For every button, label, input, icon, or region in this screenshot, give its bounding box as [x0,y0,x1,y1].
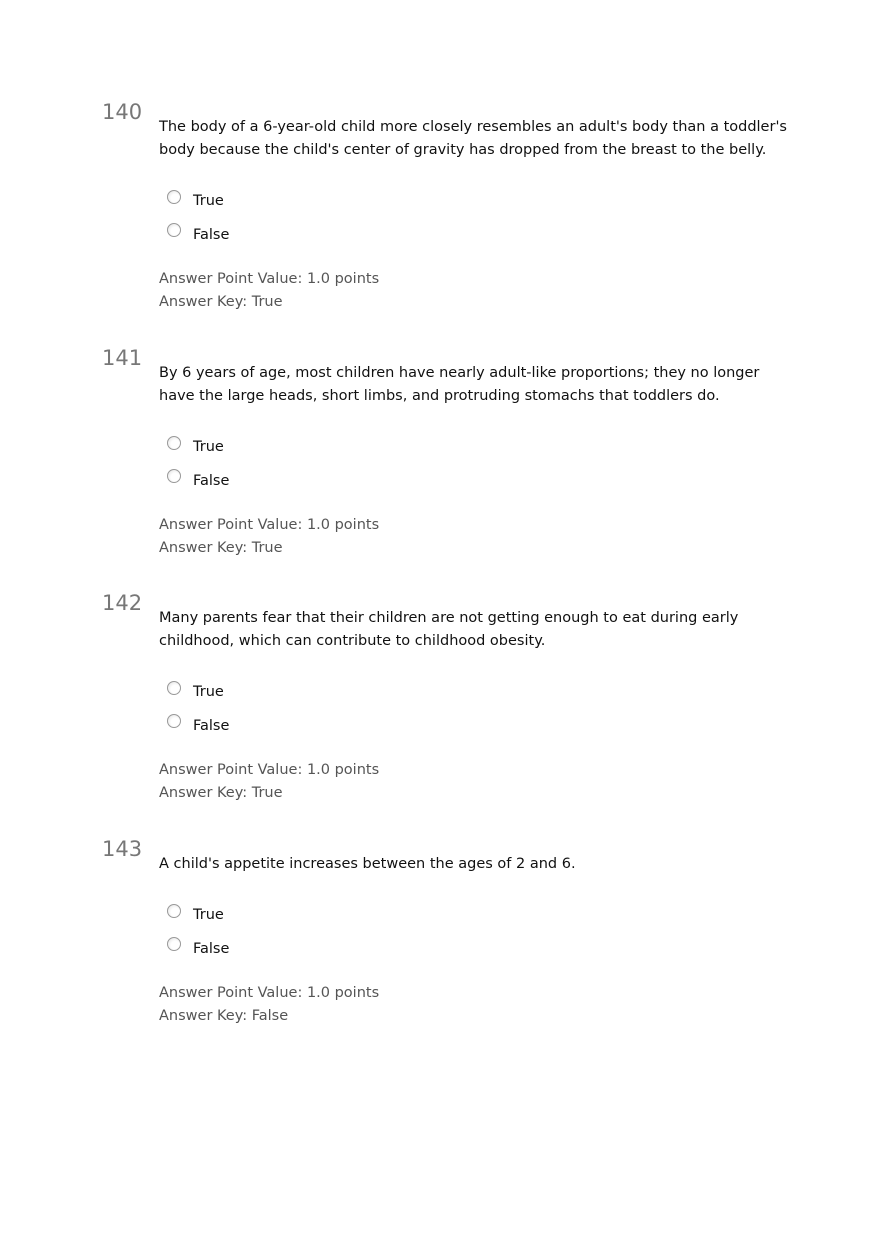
answer-key: Answer Key: True [159,294,283,310]
option-true[interactable] [167,899,799,933]
radio-button[interactable] [167,436,181,450]
option-label: True [193,193,224,210]
option-label: False [193,226,230,243]
point-value: Answer Point Value: 1.0 points [159,985,380,1001]
option-false[interactable] [167,710,799,744]
point-value: Answer Point Value: 1.0 points [159,762,380,778]
option-label: False [193,472,230,489]
option-false[interactable] [167,219,799,253]
question-number: 142 [102,591,143,615]
question-number: 143 [102,837,143,861]
option-true[interactable] [167,676,799,710]
option-true[interactable] [167,431,799,465]
option-label: True [193,439,224,456]
question-number: 140 [102,100,143,124]
option-false[interactable] [167,465,799,499]
radio-button[interactable] [167,223,181,237]
option-label: True [193,907,224,924]
radio-button[interactable] [167,937,181,951]
point-value: Answer Point Value: 1.0 points [159,271,380,287]
option-false[interactable] [167,933,799,967]
question-number: 141 [102,346,143,370]
option-true[interactable] [167,185,799,219]
radio-button[interactable] [167,714,181,728]
option-label: False [193,717,230,734]
answer-key: Answer Key: True [159,540,283,556]
radio-button[interactable] [167,190,181,204]
radio-button[interactable] [167,681,181,695]
option-label: False [193,940,230,957]
question-text: By 6 years of age, most children have nearly adult-like proportions; they no longer have the large heads, short limbs, and protruding stomachs that toddlers do. [159,365,760,404]
answer-key: Answer Key: False [159,1008,289,1024]
point-value: Answer Point Value: 1.0 points [159,517,380,533]
question-text: Many parents fear that their children are not getting enough to eat during early childhood, which can contribute to childhood obesity. [159,610,739,649]
radio-button[interactable] [167,469,181,483]
option-label: True [193,684,224,701]
question-text: A child's appetite increases between the ages of 2 and 6. [159,856,576,872]
radio-button[interactable] [167,904,181,918]
answer-key: Answer Key: True [159,785,283,801]
question-text: The body of a 6-year-old child more closely resembles an adult's body than a toddler's body because the child's center of gravity has dropped from the breast to the belly. [159,119,787,158]
